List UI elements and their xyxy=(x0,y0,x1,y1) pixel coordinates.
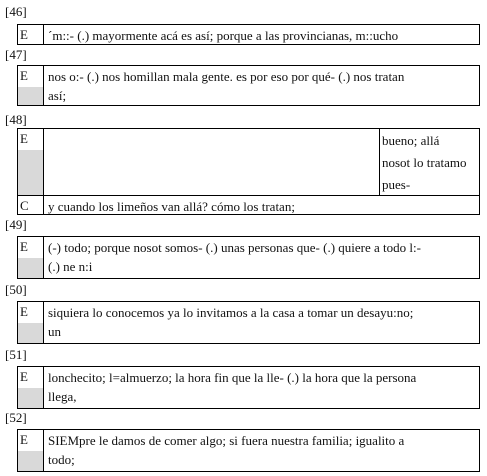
segment-label-52: [52] xyxy=(5,410,27,425)
segment-label-49: [49] xyxy=(5,217,27,232)
speaker-cell xyxy=(18,196,44,214)
transcript-segment-47 xyxy=(17,65,480,106)
transcript-row xyxy=(18,302,479,343)
speaker-shade xyxy=(18,150,43,195)
speaker-shade xyxy=(18,87,43,105)
speaker-label: E xyxy=(20,239,28,254)
speaker-cell xyxy=(18,66,44,105)
speaker-cell xyxy=(18,302,44,343)
speaker-label: E xyxy=(20,432,28,447)
transcript-row xyxy=(18,237,479,278)
transcript-row xyxy=(18,367,479,408)
transcript-segment-48 xyxy=(17,128,480,215)
speaker-label: C xyxy=(20,198,29,213)
speaker-cell xyxy=(18,129,44,195)
segment-label-46: [46] xyxy=(5,4,27,19)
utterance-text: (-) todo; porque nosot somos- (.) unas personas que- (.) quiere a todo l:- (.) ne n:i xyxy=(48,240,421,274)
utterance-text: siquiera lo conocemos ya lo invitamos a la casa a tomar un desayu:no; un xyxy=(48,305,414,339)
transcript-segment-50 xyxy=(17,301,480,344)
transcript-row xyxy=(18,195,479,214)
utterance-text: nos o:- (.) nos homillan mala gente. es por eso por qué- (.) nos tratan así; xyxy=(48,69,405,103)
transcript-segment-51 xyxy=(17,366,480,409)
transcript-row xyxy=(18,25,479,44)
segment-label-47: [47] xyxy=(5,47,27,62)
transcript-row xyxy=(18,430,479,471)
segment-label-50: [50] xyxy=(5,282,27,297)
speaker-cell xyxy=(18,367,44,408)
segment-label-51: [51] xyxy=(5,347,27,362)
speaker-shade xyxy=(18,323,43,343)
transcript-segment-46 xyxy=(17,24,480,45)
speaker-label: E xyxy=(20,68,28,83)
transcript-segment-49 xyxy=(17,236,480,279)
transcript-row xyxy=(18,129,479,195)
speaker-shade xyxy=(18,451,43,471)
speaker-cell xyxy=(18,237,44,278)
speaker-shade xyxy=(18,388,43,408)
utterance-text: lonchecito; l=almuerzo; la hora fin que la lle- (.) la hora que la persona llega, xyxy=(48,370,417,404)
overlap-text: bueno; allá nosot lo tratamo pues- xyxy=(379,129,479,195)
speaker-cell xyxy=(18,430,44,471)
speaker-shade xyxy=(18,258,43,278)
utterance-text: ´m::- (.) mayormente acá es así; porque a las provincianas, m::ucho xyxy=(48,28,399,43)
transcript-row xyxy=(18,66,479,105)
speaker-label: E xyxy=(20,27,28,42)
transcript-segment-52 xyxy=(17,429,480,472)
speaker-label: E xyxy=(20,369,28,384)
speaker-label: E xyxy=(20,131,28,146)
speaker-label: E xyxy=(20,304,28,319)
speaker-cell xyxy=(18,25,44,44)
utterance-text xyxy=(44,129,379,195)
utterance-text: SIEMpre le damos de comer algo; si fuera nuestra familia; igualito a todo; xyxy=(48,433,405,467)
utterance-text: y cuando los limeños van allá? cómo los tratan; xyxy=(48,199,295,214)
segment-label-48: [48] xyxy=(5,112,27,127)
